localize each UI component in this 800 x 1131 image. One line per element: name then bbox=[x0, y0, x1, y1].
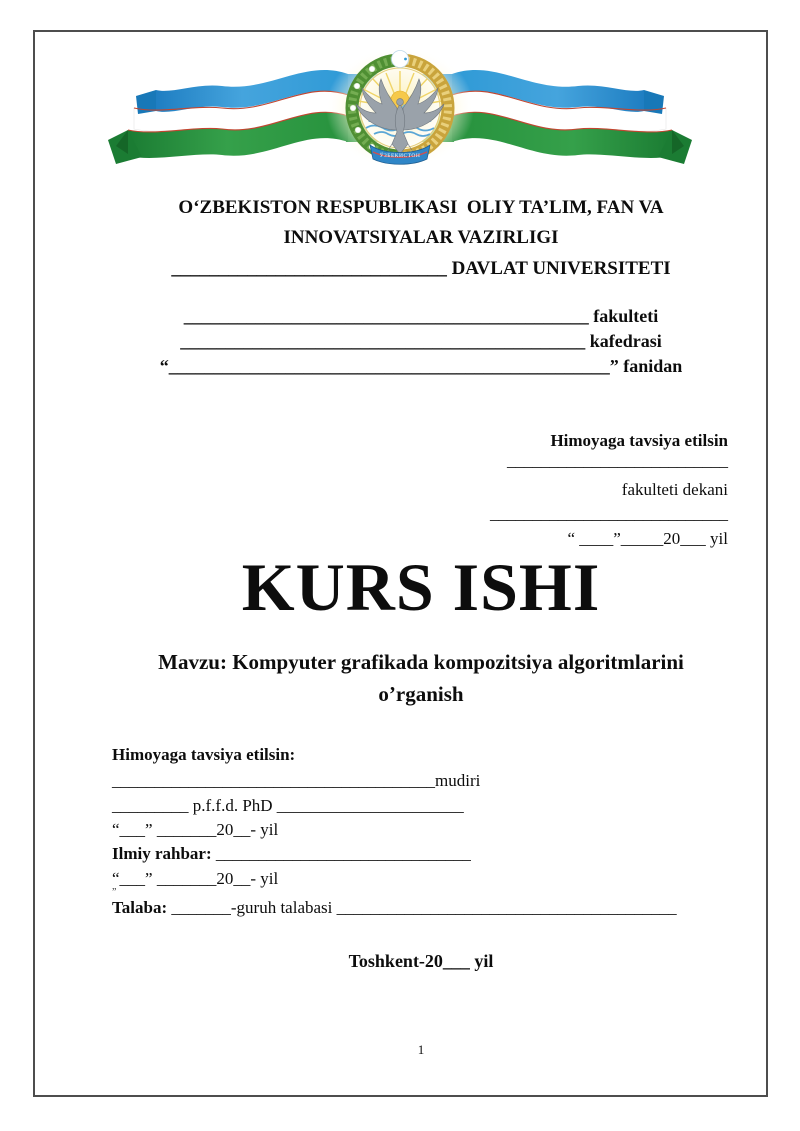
page-number: 1 bbox=[417, 1042, 425, 1057]
head-blank-line: ______________________________________mudiri bbox=[112, 771, 481, 790]
phd-line: _________ p.f.f.d. PhD ______________________ bbox=[112, 796, 464, 815]
ministry-title-line1: O‘ZBEKISTON RESPUBLIKASI OLIY TA’LIM, FAN VA bbox=[178, 197, 664, 218]
city-year-line: Toshkent-20___ yil bbox=[348, 951, 494, 971]
flag-emblem-graphic bbox=[100, 46, 700, 178]
date-line-2: “___” _______20__- yil bbox=[112, 869, 279, 888]
date-line-1: “___” _______20__- yil bbox=[112, 820, 279, 839]
ministry-title-line2: INNOVATSIYALAR VAZIRLIGI bbox=[283, 227, 559, 248]
flag-ribbon-right bbox=[452, 70, 692, 164]
approval-right-signature-line1: __________________________ bbox=[507, 451, 728, 470]
student-label: Talaba: bbox=[112, 898, 168, 917]
approval-right-date-line: “ ____”_____20___ yil bbox=[567, 529, 728, 548]
uzbekistan-flag-banner bbox=[100, 46, 700, 178]
topic-line2: o’rganish bbox=[378, 682, 464, 706]
student-row bbox=[112, 898, 677, 918]
supervisor-row bbox=[112, 844, 471, 864]
crescent-star-icon bbox=[392, 51, 409, 68]
emblem-banner-text: ЎЗБЕКИСТОН bbox=[379, 153, 421, 159]
approval-left-title: Himoyaga tavsiya etilsin: bbox=[112, 745, 296, 764]
dean-label: fakulteti dekani bbox=[621, 480, 728, 499]
student-blank-line: _______-guruh talabasi ________________________________________ bbox=[167, 898, 677, 917]
approval-right-signature-line2: ____________________________ bbox=[490, 504, 728, 523]
university-blank-line: _____________________________ DAVLAT UNIVERSITETI bbox=[171, 258, 671, 279]
faculty-blank-line: _____________________________________________ fakulteti bbox=[183, 306, 659, 326]
topic-line1: Mavzu: Kompyuter grafikada kompozitsiya algoritmlarini bbox=[158, 650, 684, 674]
approval-right-title: Himoyaga tavsiya etilsin bbox=[550, 431, 728, 450]
supervisor-blank-line: ______________________________ bbox=[211, 844, 471, 863]
subject-blank-line: “_________________________________________________” fanidan bbox=[159, 356, 683, 376]
document-title: KURS ISHI bbox=[241, 549, 601, 625]
flag-ribbon-left bbox=[108, 70, 348, 164]
supervisor-label: Ilmiy rahbar: bbox=[112, 844, 212, 863]
stray-quote-mark: ” bbox=[112, 887, 117, 898]
state-emblem bbox=[326, 46, 474, 170]
department-blank-line: _____________________________________________ kafedrasi bbox=[180, 331, 662, 351]
